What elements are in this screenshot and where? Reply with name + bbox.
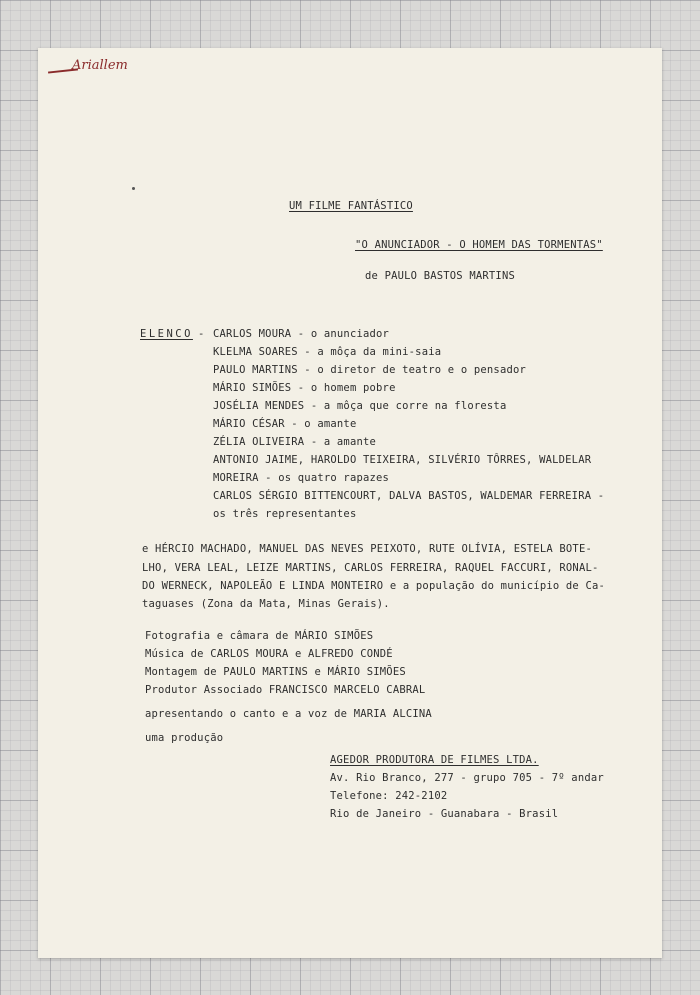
handwritten-note: Ariallem [72,58,128,73]
extras-line: taguases (Zona da Mata, Minas Gerais). [142,598,390,610]
producer-phone: Telefone: 242-2102 [330,790,448,802]
production-label: uma produção [145,732,224,744]
cast-line: JOSÉLIA MENDES - a môça que corre na floresta [213,400,507,412]
cast-line: KLELMA SOARES - a môça da mini-saia [213,346,442,358]
cast-line: MOREIRA - os quatro rapazes [213,472,390,484]
producer-city: Rio de Janeiro - Guanabara - Brasil [330,808,559,820]
extras-line: e HÉRCIO MACHADO, MANUEL DAS NEVES PEIXOTO, RUTE OLÍVIA, ESTELA BOTE- [142,543,592,555]
producer-address: Av. Rio Branco, 277 - grupo 705 - 7º andar [330,772,604,784]
extras-line: DO WERNECK, NAPOLEÃO E LINDA MONTEIRO e a população do município de Ca- [142,580,606,592]
film-title: "O ANUNCIADOR - O HOMEM DAS TORMENTAS" [355,239,603,251]
document-title: UM FILME FANTÁSTICO [289,200,413,212]
cast-line: ZÉLIA OLIVEIRA - a amante [213,436,377,448]
singer-line: apresentando o canto e a voz de MARIA ALCINA [145,708,432,720]
cast-line: MÁRIO SIMÕES - o homem pobre [213,382,396,394]
cast-line: os três representantes [213,508,357,520]
credit-line: Fotografia e câmara de MÁRIO SIMÕES [145,630,374,642]
cast-label: ELENCO [140,328,193,340]
cast-line: ANTONIO JAIME, HAROLDO TEIXEIRA, SILVÉRIO TÔRRES, WALDELAR [213,454,592,466]
credit-line: Produtor Associado FRANCISCO MARCELO CABRAL [145,684,426,696]
cast-line: PAULO MARTINS - o diretor de teatro e o pensador [213,364,527,376]
producer-name: AGEDOR PRODUTORA DE FILMES LTDA. [330,754,539,766]
cast-dash: - [198,328,205,340]
cast-line: CARLOS MOURA - o anunciador [213,328,390,340]
cast-line: CARLOS SÉRGIO BITTENCOURT, DALVA BASTOS, WALDEMAR FERREIRA - [213,490,605,502]
paper-sheet [38,48,662,958]
credit-line: Montagem de PAULO MARTINS e MÁRIO SIMÕES [145,666,406,678]
cast-line: MÁRIO CÉSAR - o amante [213,418,357,430]
extras-line: LHO, VERA LEAL, LEIZE MARTINS, CARLOS FERREIRA, RAQUEL FACCURI, RONAL- [142,562,599,574]
credit-line: Música de CARLOS MOURA e ALFREDO CONDÉ [145,648,393,660]
director-line: de PAULO BASTOS MARTINS [365,270,515,282]
ink-dot [132,187,135,190]
